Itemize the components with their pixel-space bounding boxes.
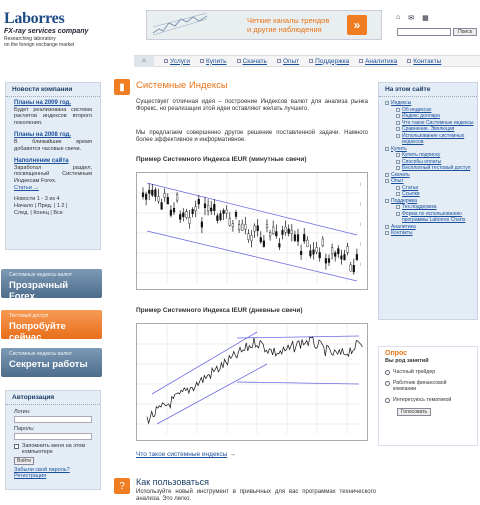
tree-minus-icon: [385, 101, 389, 105]
chart-1-title: Пример Системного Индекса IEUR (минутные свечи): [136, 156, 307, 163]
main-content: [114, 79, 376, 503]
candle-body: [282, 230, 284, 234]
candle-body: [263, 241, 265, 247]
sitemap-label: Купить: [391, 145, 407, 152]
candle-body: [275, 232, 277, 236]
sitemap-label: Индексы: [391, 100, 412, 106]
auth-title: Авторизация: [6, 391, 100, 405]
candle-body: [204, 204, 206, 208]
tree-leaf-icon: [396, 153, 400, 157]
candle-body: [158, 197, 160, 202]
sitemap-label: Тех.поддержка: [402, 204, 437, 210]
nav-bullet-icon: [309, 59, 313, 63]
candle-body: [269, 232, 271, 236]
candle-body: [297, 235, 299, 242]
candle-body: [238, 225, 240, 230]
nav-item-contacts[interactable]: [407, 58, 441, 65]
news-item-link[interactable]: Наполнение сайта: [14, 158, 69, 165]
candle-body: [279, 243, 281, 247]
search-form: [397, 28, 477, 36]
candle-body: [223, 210, 225, 213]
candle-body: [325, 258, 327, 263]
candle-body: [164, 194, 166, 198]
tree-leaf-icon: [396, 108, 400, 112]
sitemap-label: Ссылки: [402, 191, 420, 197]
candle-body: [254, 226, 256, 231]
sitemap-label: Использование системных индексов: [402, 132, 465, 145]
candle-body: [328, 259, 330, 263]
nav-home-icon[interactable]: ⌂: [134, 56, 154, 67]
candle-body: [201, 222, 203, 227]
chart-minute-candles: [136, 172, 368, 290]
site-logo[interactable]: [4, 10, 88, 48]
tree-leaf-icon: [396, 192, 400, 196]
banner-arrow-button[interactable]: »: [347, 15, 367, 35]
nav-item-download[interactable]: [237, 58, 267, 65]
poll-question: Вы род занятий: [385, 358, 429, 364]
remember-checkbox[interactable]: [14, 444, 19, 449]
poll-radio[interactable]: [385, 398, 390, 403]
promo-big: Попробуйте сейчас: [9, 321, 66, 343]
candle-body: [266, 224, 268, 227]
nav-bullet-icon: [407, 59, 411, 63]
poll-option-label: Работник финансовой компании: [393, 379, 447, 392]
what-is-system-indexes-link[interactable]: Что такое системные индексы: [136, 451, 228, 458]
forgot-password-link[interactable]: Забыли свой пароль?: [14, 467, 70, 473]
candle-body: [229, 219, 231, 226]
register-link[interactable]: Регистрация: [14, 473, 47, 479]
poll-option[interactable]: [379, 395, 477, 406]
candle-body: [176, 194, 178, 200]
poll-vote-button[interactable]: Голосовать: [397, 408, 431, 416]
svg-text:|: |: [360, 202, 361, 206]
candle-body: [285, 227, 287, 232]
tree-plus-icon: [385, 173, 389, 177]
candle-body: [313, 250, 315, 254]
poll-option-label: Частный трейдер: [393, 369, 436, 375]
tree-leaf-icon: [396, 127, 400, 131]
svg-text:|: |: [360, 222, 361, 226]
nav-item-support[interactable]: [309, 58, 349, 65]
candle-body: [331, 248, 333, 254]
header-tools: [396, 14, 429, 22]
how-to-use-text: Используйте новый инструмент в привычных для вас программах технического анализа. Это легко.: [136, 489, 376, 503]
tree-leaf-icon: [396, 160, 400, 164]
candle-body: [213, 204, 215, 210]
sitemap-label: Бесплатный тестовый доступ: [402, 165, 471, 171]
help-icon: ?: [114, 478, 130, 494]
nav-item-analytics[interactable]: [359, 58, 397, 65]
candle-body: [248, 234, 250, 240]
nav-bullet-icon: [164, 59, 168, 63]
search-input[interactable]: [397, 28, 451, 36]
password-label: Пароль:: [14, 426, 35, 432]
news-pager: [6, 194, 100, 219]
auth-box: [5, 390, 101, 490]
sitemap-child[interactable]: [385, 133, 474, 146]
nav-bullet-icon: [359, 59, 363, 63]
remember-checkbox-row[interactable]: [14, 443, 92, 455]
candle-body: [148, 190, 150, 193]
logo-subtitle: FX-ray services company: [4, 28, 89, 35]
candle-body: [291, 230, 293, 233]
sitemap-child[interactable]: [385, 211, 474, 224]
sitemap-label: Сравнение. Эволюция: [402, 126, 455, 132]
how-to-use-title: Как пользоваться: [136, 477, 210, 487]
candle-body: [155, 190, 157, 197]
candle-body: [232, 224, 234, 227]
candle-body: [319, 252, 321, 257]
tree-minus-icon: [385, 199, 389, 203]
nav-item-services[interactable]: [164, 58, 190, 65]
chart-daily-svg: [137, 324, 367, 440]
nav-label: Контакты: [413, 57, 442, 65]
nav-label: Услуги: [170, 57, 190, 65]
candle-body: [288, 229, 290, 234]
poll-radio[interactable]: [385, 370, 390, 375]
tree-plus-icon: [385, 231, 389, 235]
search-button[interactable]: Поиск: [453, 28, 477, 36]
sitemap-box: [378, 82, 478, 320]
page-title: Системные Индексы: [136, 80, 228, 91]
candle-body: [344, 254, 346, 259]
login-label: Логин:: [14, 409, 31, 415]
candle-body: [173, 208, 175, 212]
sitemap-tree: [379, 97, 477, 237]
candle-body: [260, 238, 262, 242]
candle-body: [356, 254, 358, 260]
candle-body: [244, 224, 246, 229]
candle-body: [303, 234, 305, 241]
sitemap-title: На этом сайте: [379, 83, 477, 97]
promo-secrets[interactable]: [1, 348, 102, 377]
chart-daily-candles: [136, 323, 368, 441]
candle-body: [300, 251, 302, 254]
candle-body: [235, 212, 237, 216]
news-more-link[interactable]: Статьи →: [14, 184, 39, 191]
sitemap-label: Поддержка: [391, 197, 418, 204]
tree-leaf-icon: [396, 134, 400, 138]
candle-body: [306, 240, 308, 247]
sitemap-label: Форма по использованию программы Laborres Charts: [402, 210, 466, 223]
news-item-link[interactable]: Планы на 2008 год.: [14, 132, 71, 139]
login-button[interactable]: Войти: [14, 457, 34, 465]
mail-icon[interactable]: ✉: [408, 15, 415, 22]
sitemap-icon[interactable]: ▦: [422, 15, 429, 22]
candle-body: [192, 209, 194, 213]
promo-small: Системные индексы валют: [9, 272, 73, 278]
banner-text: [247, 16, 339, 34]
logo-tagline-1: Researching laboratory: [4, 36, 56, 42]
sitemap-label: Способы оплаты: [402, 158, 442, 165]
news-item-text: Заработал раздел, посвященный Системным Индексам Forex.: [14, 164, 92, 184]
svg-text:|: |: [360, 182, 361, 186]
candle-body: [161, 202, 163, 209]
svg-text:|: |: [360, 262, 361, 266]
sitemap-label: Контакты: [391, 230, 413, 236]
sitemap-label: Статьи: [402, 184, 419, 191]
candle-body: [195, 207, 197, 211]
candle-body: [167, 197, 169, 204]
candle-body: [241, 224, 243, 231]
nav-label: Аналитика: [365, 57, 398, 65]
sitemap-label: Опыт: [391, 178, 404, 184]
intro-paragraph-2: Мы предлагаем совершенно другое решение поставленной задачи. Намного более эффективное и информативное.: [136, 130, 368, 144]
banner-chart-icon: [151, 13, 209, 37]
banner-line-1: Четкие каналы трендов: [247, 16, 330, 25]
promo-small: Тестовый доступ: [9, 313, 49, 319]
sitemap-label: Скачать: [391, 171, 410, 178]
nav-label: Скачать: [242, 57, 267, 65]
chart-minute-svg: [137, 173, 367, 289]
tree-plus-icon: [385, 225, 389, 229]
logo-name: Laborres: [4, 10, 65, 27]
nav-item-experience[interactable]: [277, 58, 299, 65]
sitemap-item-contacts[interactable]: [385, 230, 474, 237]
nav-bullet-icon: [237, 59, 241, 63]
candle-body: [142, 193, 144, 197]
candle-body: [347, 247, 349, 253]
candle-body: [272, 227, 274, 234]
home-icon[interactable]: ⌂: [396, 14, 401, 21]
promo-small: Системные индексы валют: [9, 351, 73, 357]
banner-line-2: и другие наблюдения: [247, 25, 322, 34]
promo-big: Секреты работы: [9, 359, 88, 370]
news-item-link[interactable]: Планы на 2009 год.: [14, 100, 71, 106]
promo-transparent-forex[interactable]: [1, 269, 102, 302]
news-item-text: В ближайшие время добавятся часовые свечи.: [14, 138, 92, 152]
candle-body: [145, 194, 147, 199]
candle-body: [198, 199, 200, 204]
poll-option[interactable]: [379, 367, 477, 378]
news-item: [6, 129, 100, 155]
pager-info: Новости 1 - 3 из 4: [14, 196, 60, 203]
promo-big: Прозрачный Forex: [9, 280, 69, 302]
candle-body: [186, 212, 188, 218]
news-item: [6, 155, 100, 194]
candle-body: [353, 265, 355, 272]
candle-body: [322, 239, 324, 246]
candle-body: [151, 190, 153, 195]
candle-body: [316, 247, 318, 252]
sitemap-label: Купить подписку: [402, 152, 441, 158]
tree-minus-icon: [385, 147, 389, 151]
candle-body: [210, 208, 212, 211]
chart-icon: ▮: [114, 79, 130, 95]
nav-bullet-icon: [200, 59, 204, 63]
poll-radio[interactable]: [385, 381, 390, 386]
header-banner[interactable]: [146, 10, 382, 40]
news-title: Новости компании: [6, 83, 100, 97]
sitemap-label: Об индексах: [402, 106, 432, 113]
candle-body: [226, 210, 228, 213]
link-arrow-icon: →: [229, 451, 236, 458]
candle-body: [179, 214, 181, 219]
poll-option-label: Интересуюсь тематикой: [393, 396, 452, 403]
logo-tagline-2: on the foreign exchange market: [4, 42, 75, 48]
sitemap-label: Аналитика: [391, 223, 416, 230]
intro-paragraph-1: Существует отличная идея – построение Индексов валют для анализа рынка Форекс, но реализации этой идеи оставляют желать лучшего.: [136, 99, 368, 113]
chart-2-title: Пример Системного Индекса IEUR (дневные свечи): [136, 307, 303, 314]
login-input[interactable]: [14, 416, 92, 423]
candle-body: [341, 256, 343, 259]
candle-body: [294, 235, 296, 241]
nav-label: Опыт: [282, 57, 300, 65]
promo-try-now[interactable]: [1, 310, 102, 343]
remember-label: Запомнить меня на этом компьютере: [22, 443, 86, 455]
candle-body: [310, 251, 312, 256]
candle-body: [170, 210, 172, 215]
candle-body: [189, 218, 191, 224]
candle-body: [217, 216, 219, 221]
tree-leaf-icon: [396, 186, 400, 190]
svg-text:|: |: [360, 242, 361, 246]
tree-leaf-icon: [396, 166, 400, 170]
tree-leaf-icon: [396, 212, 400, 216]
main-nav: [134, 55, 480, 67]
pager-links-2[interactable]: След. | Конец | Все: [14, 210, 63, 217]
candle-body: [220, 214, 222, 220]
tree-leaf-icon: [396, 205, 400, 209]
pager-links[interactable]: Начало | Пред. | 1 2 |: [14, 203, 68, 210]
poll-title: Опрос: [385, 350, 408, 357]
nav-bullet-icon: [277, 59, 281, 63]
news-box: [5, 82, 101, 250]
nav-label: Поддержка: [315, 57, 350, 65]
candle-body: [182, 213, 184, 217]
tree-leaf-icon: [396, 114, 400, 118]
nav-label: Купить: [206, 57, 227, 65]
news-item-text: Будет реализована система расчетов индексов второго поколения.: [14, 106, 92, 126]
poll-box: [378, 346, 478, 446]
candle-body: [257, 226, 259, 231]
poll-option[interactable]: [379, 378, 477, 395]
sitemap-label: Индекс доллара: [402, 113, 440, 119]
password-input[interactable]: [14, 433, 92, 440]
sitemap-label: Что такое Системные индексы: [402, 119, 474, 126]
candle-body: [207, 205, 209, 211]
tree-minus-icon: [385, 179, 389, 183]
candle-body: [350, 265, 352, 271]
tree-leaf-icon: [396, 121, 400, 125]
what-is-link-row: [136, 451, 236, 458]
news-item: [6, 97, 100, 129]
candle-body: [337, 249, 339, 254]
candle-body: [251, 235, 253, 241]
nav-item-buy[interactable]: [200, 58, 227, 65]
candle-body: [334, 253, 336, 257]
